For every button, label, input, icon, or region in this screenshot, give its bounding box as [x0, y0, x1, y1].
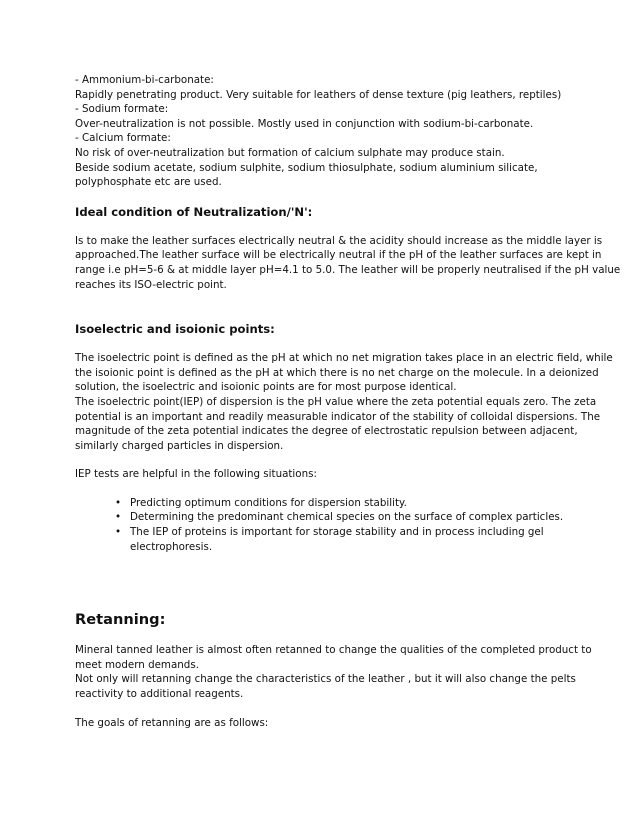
- isoelectric-heading: Isoelectric and isoionic points:: [75, 322, 275, 337]
- text-line: meet modern demands.: [75, 658, 199, 671]
- text-line: magnitude of the zeta potential indicates the degree of electrostatic repulsion between adjacent,: [75, 425, 578, 438]
- text-line: similarly charged particles in dispersion.: [75, 439, 284, 452]
- text-line: Over-neutralization is not possible. Mostly used in conjunction with sodium-bi-carbonate.: [75, 117, 534, 130]
- list-item: [115, 510, 565, 525]
- text-line: No risk of over-neutralization but formation of calcium sulphate may produce stain.: [75, 146, 505, 159]
- text-line: - Ammonium-bi-carbonate:: [75, 74, 214, 86]
- list-item: [115, 496, 565, 511]
- text-line: reactivity to additional reagents.: [75, 688, 244, 701]
- text-line: range i.e pH=5-6 & at middle layer pH=4.1 to 5.0. The leather will be properly neutralised if the pH value: [75, 263, 621, 276]
- list-item: [115, 525, 565, 554]
- iep-intro-text: IEP tests are helpful in the following situations:: [75, 468, 317, 481]
- text-line: Mineral tanned leather is almost often retanned to change the qualities of the completed product to: [75, 644, 592, 657]
- text-line: Predicting optimum conditions for dispersion stability.: [130, 496, 407, 509]
- retanning-heading: Retanning:: [75, 611, 166, 629]
- text-line: potential is an important and readily measurable indicator of the stability of colloidal dispersions. The: [75, 410, 601, 423]
- bullet-icon: •: [115, 511, 122, 524]
- text-line: - Calcium formate:: [75, 132, 171, 145]
- ideal-condition-heading: Ideal condition of Neutralization/'N':: [75, 204, 313, 219]
- isoelectric-paragraph: [75, 351, 613, 453]
- text-line: reaches its ISO-electric point.: [75, 278, 227, 291]
- text-line: Determining the predominant chemical species on the surface of complex particles.: [130, 511, 564, 524]
- text-line: The isoelectric point is defined as the pH at which no net migration takes place in an electric field, while: [75, 352, 613, 365]
- text-line: The isoelectric point(IEP) of dispersion is the pH value where the zeta potential equals zero. The zeta: [75, 395, 597, 408]
- document-content: [75, 73, 621, 730]
- text-line: solution, the isoelectric and isoionic points are for most purpose identical.: [75, 381, 457, 394]
- text-line: The IEP of proteins is important for storage stability and in process including gel: [130, 526, 544, 539]
- neutralizing-agents-block: [75, 73, 565, 190]
- retanning-paragraph: [75, 643, 592, 701]
- text-line: the isoionic point is defined as the pH at which there is no net charge on the molecule. In a deionized: [75, 366, 599, 379]
- bullet-icon: •: [115, 526, 122, 539]
- text-line: polyphosphate etc are used.: [75, 176, 222, 189]
- ideal-condition-paragraph: [75, 234, 621, 292]
- retanning-goals-text: The goals of retanning are as follows:: [75, 716, 269, 729]
- text-line: Beside sodium acetate, sodium sulphite, sodium thiosulphate, sodium aluminium silicate,: [75, 161, 538, 174]
- text-line: Rapidly penetrating product. Very suitable for leathers of dense texture (pig leathers, reptiles): [75, 88, 562, 101]
- text-line: Is to make the leather surfaces electrically neutral & the acidity should increase as the middle layer is: [75, 234, 603, 247]
- text-line: - Sodium formate:: [75, 103, 169, 116]
- text-line: electrophoresis.: [130, 540, 213, 553]
- bullet-icon: •: [115, 496, 122, 509]
- text-line: approached.The leather surface will be electrically neutral if the pH of the leather surfaces are kept in: [75, 249, 602, 262]
- iep-bullet-list: [75, 496, 565, 554]
- text-line: Not only will retanning change the characteristics of the leather , but it will also change the pelts: [75, 673, 576, 686]
